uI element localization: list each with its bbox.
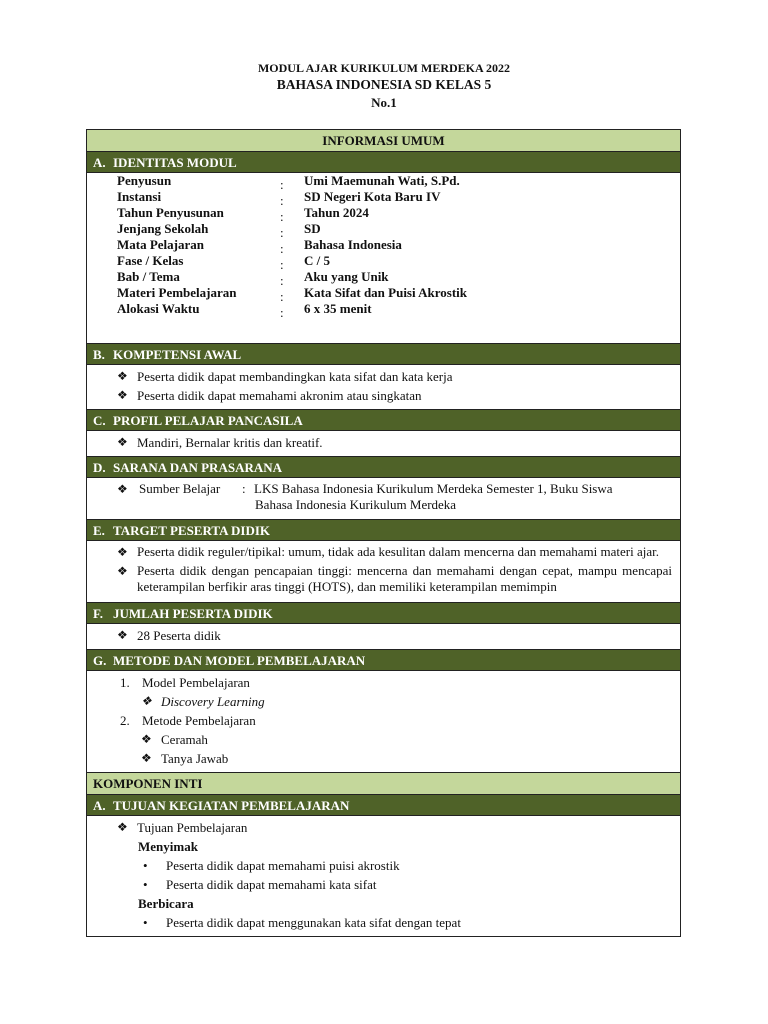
identitas-row [117, 189, 677, 208]
komponen-inti-band: KOMPONEN INTI [87, 773, 680, 795]
sumber-belajar-value-line-2: Bahasa Indonesia Kurikulum Merdeka [255, 497, 457, 512]
diamond-outline-bullet-icon: ❖ [141, 751, 152, 765]
diamond-bullet-icon: ❖ [117, 369, 128, 383]
identitas-label: Tahun Penyusunan [117, 205, 224, 220]
list-item [87, 856, 672, 875]
kompetensi-awal-body [87, 365, 680, 410]
section-title: KOMPETENSI AWAL [113, 347, 242, 362]
colon: : [280, 241, 284, 256]
colon: : [280, 177, 284, 192]
section-number: F. [93, 606, 103, 621]
list-item [87, 875, 672, 894]
identitas-value: Umi Maemunah Wati, S.Pd. [304, 173, 460, 188]
list-item-text: 28 Peserta didik [137, 628, 221, 643]
header-line-2: BAHASA INDONESIA SD KELAS 5 [276, 77, 492, 92]
identitas-row [117, 301, 677, 320]
diamond-bullet-icon: ❖ [117, 564, 128, 578]
menyimak-heading: Menyimak [138, 839, 198, 854]
section-title: SARANA DAN PRASARANA [113, 460, 283, 475]
section-g-band [87, 650, 680, 671]
tujuan-band [87, 795, 680, 816]
section-title: TUJUAN KEGIATAN PEMBELAJARAN [113, 798, 350, 813]
item-number: 2. [120, 713, 130, 728]
sub-item [87, 730, 672, 749]
identitas-label: Instansi [117, 189, 162, 204]
list-item [87, 818, 672, 837]
section-title: METODE DAN MODEL PEMBELAJARAN [113, 653, 366, 668]
section-number: A. [93, 798, 106, 813]
list-item-text: Peserta didik dapat memahami kata sifat [166, 877, 377, 892]
header-line-3: No.1 [371, 95, 397, 110]
list-item-text: Peserta didik dapat membandingkan kata sifat dan kata kerja [137, 369, 453, 384]
section-f-band [87, 603, 680, 624]
sub-item [87, 692, 672, 711]
identitas-value: 6 x 35 menit [304, 301, 372, 316]
section-e-band [87, 520, 680, 541]
identitas-label: Penyusun [117, 173, 172, 188]
sumber-belajar-item [87, 480, 672, 515]
section-number: C. [93, 413, 106, 428]
sub-item-text: Tanya Jawab [161, 751, 229, 766]
list-item-text: Peserta didik dengan pencapaian tinggi: mencerna dan memahami dengan cepat, mampu mencapai keterampilan berfikir aras tinggi (HOTS), dan memiliki keterampilan memimpin [137, 563, 672, 594]
sub-item-text: Discovery Learning [161, 694, 265, 709]
sub-item [87, 749, 672, 768]
list-item [87, 544, 672, 560]
list-item [87, 563, 672, 595]
section-number: E. [93, 523, 105, 538]
section-title: IDENTITAS MODUL [113, 155, 237, 170]
identitas-label: Bab / Tema [117, 269, 180, 284]
sumber-belajar-value-line-1: LKS Bahasa Indonesia Kurikulum Merdeka Semester 1, Buku Siswa [254, 481, 613, 496]
identitas-row [117, 173, 677, 192]
diamond-bullet-icon: ❖ [117, 482, 128, 496]
identitas-value: SD [304, 221, 321, 236]
identitas-modul-body [87, 173, 680, 344]
profil-pelajar-body [87, 431, 680, 457]
diamond-outline-bullet-icon: ❖ [141, 732, 152, 746]
item-number: 1. [120, 675, 130, 690]
list-item [87, 626, 672, 645]
colon: : [242, 481, 246, 496]
module-table [86, 129, 681, 937]
list-item-text: Peserta didik dapat menggunakan kata sifat dengan tepat [166, 915, 461, 930]
identitas-label: Alokasi Waktu [117, 301, 200, 316]
colon: : [280, 193, 284, 208]
metode-model-body [87, 671, 680, 773]
identitas-value: Kata Sifat dan Puisi Akrostik [304, 285, 468, 300]
identitas-row [117, 285, 677, 304]
section-title: JUMLAH PESERTA DIDIK [113, 606, 273, 621]
colon: : [280, 225, 284, 240]
section-number: B. [93, 347, 105, 362]
diamond-bullet-icon: ❖ [117, 545, 128, 559]
diamond-bullet-icon: ❖ [117, 388, 128, 402]
diamond-outline-bullet-icon: ❖ [141, 694, 152, 708]
identitas-row [117, 221, 677, 240]
list-item [87, 367, 672, 386]
item-label: Metode Pembelajaran [142, 713, 256, 728]
list-item-text: Tujuan Pembelajaran [137, 820, 248, 835]
dot-bullet-icon: • [143, 858, 148, 873]
colon: : [280, 257, 284, 272]
berbicara-heading: Berbicara [138, 896, 194, 911]
section-a-band [87, 152, 680, 173]
informasi-umum-band: INFORMASI UMUM [87, 130, 680, 152]
identitas-row [117, 269, 677, 288]
list-item-text: Peserta didik dapat memahami puisi akrostik [166, 858, 400, 873]
colon: : [280, 209, 284, 224]
sub-item-text: Ceramah [161, 732, 208, 747]
identitas-value: Aku yang Unik [304, 269, 389, 284]
identitas-label: Jenjang Sekolah [117, 221, 209, 236]
section-title: PROFIL PELAJAR PANCASILA [113, 413, 303, 428]
colon: : [280, 273, 284, 288]
identitas-value: Tahun 2024 [304, 205, 369, 220]
document-header [0, 60, 768, 111]
diamond-bullet-icon: ❖ [117, 435, 128, 449]
list-item-text: Peserta didik dapat memahami akronim atau singkatan [137, 388, 422, 403]
colon: : [280, 289, 284, 304]
sumber-belajar-label: Sumber Belajar [139, 481, 221, 496]
identitas-value: C / 5 [304, 253, 330, 268]
section-number: A. [93, 155, 106, 170]
section-number: G. [93, 653, 107, 668]
list-item-text: Peserta didik reguler/tipikal: umum, tidak ada kesulitan dalam mencerna dan memahami materi ajar. [137, 544, 659, 559]
identitas-row [117, 237, 677, 256]
identitas-value: Bahasa Indonesia [304, 237, 402, 252]
tujuan-body [87, 816, 680, 936]
list-item-text: Mandiri, Bernalar kritis dan kreatif. [137, 435, 323, 450]
dot-bullet-icon: • [143, 915, 148, 930]
identitas-value: SD Negeri Kota Baru IV [304, 189, 441, 204]
colon: : [280, 305, 284, 320]
section-number: D. [93, 460, 106, 475]
identitas-row [117, 253, 677, 272]
section-title: TARGET PESERTA DIDIK [113, 523, 271, 538]
diamond-bullet-icon: ❖ [117, 820, 128, 834]
dot-bullet-icon: • [143, 877, 148, 892]
header-line-1: MODUL AJAR KURIKULUM MERDEKA 2022 [257, 61, 510, 75]
section-c-band [87, 410, 680, 431]
identitas-label: Fase / Kelas [117, 253, 184, 268]
identitas-row [117, 205, 677, 224]
sarana-prasarana-body [87, 478, 680, 520]
identitas-label: Materi Pembelajaran [117, 285, 237, 300]
item-label: Model Pembelajaran [142, 675, 250, 690]
diamond-bullet-icon: ❖ [117, 628, 128, 642]
section-d-band [87, 457, 680, 478]
list-item [87, 386, 672, 405]
numbered-item [87, 711, 672, 730]
target-peserta-body [87, 541, 680, 603]
section-b-band [87, 344, 680, 365]
list-item [87, 433, 672, 452]
identitas-label: Mata Pelajaran [117, 237, 205, 252]
list-item [87, 913, 672, 932]
numbered-item [87, 673, 672, 692]
jumlah-peserta-body [87, 624, 680, 650]
